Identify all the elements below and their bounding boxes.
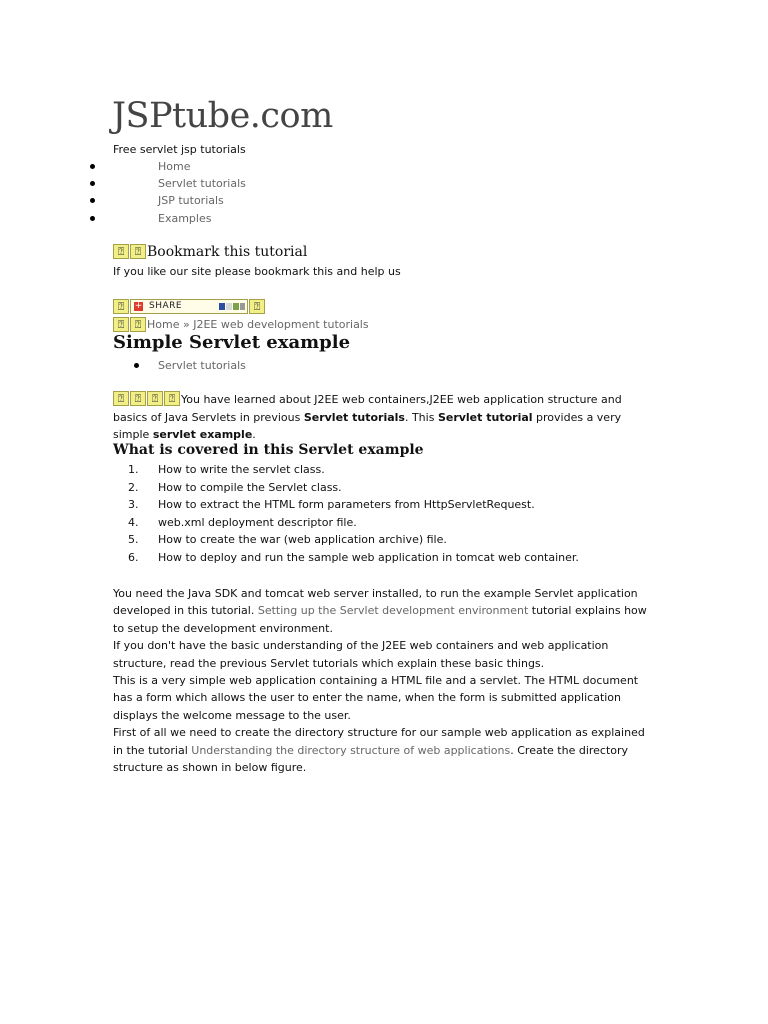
list-number: 1. xyxy=(128,463,139,476)
plus-icon: + xyxy=(134,301,143,311)
list-item xyxy=(128,531,447,548)
covered-heading: What is covered in this Servlet example xyxy=(113,442,424,458)
list-number: 2. xyxy=(128,481,139,494)
site-tagline: Free servlet jsp tutorials xyxy=(113,143,246,156)
category-link[interactable]: Servlet tutorials xyxy=(158,359,246,372)
broken-image-icon: ⍰ xyxy=(113,317,129,332)
nav-link-servlet-tutorials[interactable]: Servlet tutorials xyxy=(158,177,246,190)
broken-image-icon: ⍰ xyxy=(164,391,180,406)
bookmark-heading xyxy=(113,243,307,261)
article-body xyxy=(113,585,653,776)
broken-image-icon: ⍰ xyxy=(130,244,146,259)
list-text: web.xml deployment descriptor file. xyxy=(158,516,357,529)
delicious-icon xyxy=(219,303,225,310)
body-text: You need the Java SDK and tomcat web server installed, to run the example Servlet application developed in this tutorial. xyxy=(113,587,638,618)
nav-item-examples[interactable] xyxy=(90,210,290,227)
list-item xyxy=(128,549,579,566)
more-icon xyxy=(240,303,245,310)
intro-bold: Servlet tutorials xyxy=(303,410,405,424)
digg-icon xyxy=(226,303,232,310)
breadcrumb-separator: » xyxy=(182,318,190,331)
list-number: 3. xyxy=(128,498,139,511)
intro-paragraph xyxy=(113,391,653,444)
bullet-icon xyxy=(90,181,95,186)
list-item xyxy=(128,479,342,496)
broken-image-icon: ⍰ xyxy=(113,299,129,314)
bookmark-text: If you like our site please bookmark this and help us xyxy=(113,265,401,278)
body-paragraph xyxy=(113,724,653,776)
list-number: 4. xyxy=(128,516,139,529)
nav-item-home[interactable] xyxy=(90,158,290,175)
nav-link-examples[interactable]: Examples xyxy=(158,212,212,225)
bullet-icon xyxy=(90,164,95,169)
bookmark-service-icon xyxy=(233,303,239,310)
body-paragraph: If you don't have the basic understanding of the J2EE web containers and web application structure, read the previous Servlet tutorials which explain these basic things. xyxy=(113,639,609,670)
broken-image-icon: ⍰ xyxy=(130,317,146,332)
list-number: 6. xyxy=(128,551,139,564)
share-label: SHARE xyxy=(149,301,183,311)
body-paragraph: This is a very simple web application containing a HTML file and a servlet. The HTML document has a form which allows the user to enter the name, when the form is submitted application displays the welcome message to the user. xyxy=(113,674,639,722)
list-text: How to write the servlet class. xyxy=(158,463,325,476)
list-item xyxy=(128,496,535,513)
body-text: tutorial explains how to setup the development environment. xyxy=(113,604,647,635)
list-text: How to deploy and run the sample web application in tomcat web container. xyxy=(158,551,579,564)
intro-text: You have learned about J2EE web containers,J2EE web application structure and basics of Java Servlets in previous xyxy=(113,393,622,424)
body-text: First of all we need to create the directory structure for our sample web application as explained in the tutorial xyxy=(113,726,645,757)
nav-item-servlet-tutorials[interactable] xyxy=(90,175,290,192)
article-title: Simple Servlet example xyxy=(113,332,351,353)
list-number: 5. xyxy=(128,533,139,546)
bullet-icon xyxy=(90,198,95,203)
broken-image-icon: ⍰ xyxy=(147,391,163,406)
broken-image-icon: ⍰ xyxy=(130,391,146,406)
intro-text: . xyxy=(252,428,256,441)
share-button[interactable] xyxy=(130,299,248,314)
bullet-icon xyxy=(90,216,95,221)
body-paragraph xyxy=(113,585,653,637)
list-item xyxy=(128,461,325,478)
list-text: How to extract the HTML form parameters from HttpServletRequest. xyxy=(158,498,535,511)
broken-image-icon: ⍰ xyxy=(113,391,129,406)
setup-environment-link[interactable]: Setting up the Servlet development environment xyxy=(257,604,529,618)
directory-structure-link[interactable]: Understanding the directory structure of web applications xyxy=(191,743,511,757)
list-item xyxy=(128,514,357,531)
nav-link-jsp-tutorials[interactable]: JSP tutorials xyxy=(158,194,224,207)
intro-bold: servlet example xyxy=(152,428,253,441)
intro-bold: Servlet tutorial xyxy=(437,410,533,424)
body-text: . Create the directory structure as shown in below figure. xyxy=(113,743,629,775)
share-bar xyxy=(113,299,266,315)
intro-text: provides a very simple xyxy=(113,410,622,441)
bullet-icon xyxy=(134,363,139,368)
intro-text: . This xyxy=(404,410,438,424)
breadcrumb-home[interactable]: Home xyxy=(147,318,180,331)
nav-link-home[interactable]: Home xyxy=(158,160,191,173)
broken-image-icon: ⍰ xyxy=(249,299,265,314)
list-text: How to compile the Servlet class. xyxy=(158,481,342,494)
nav-item-jsp-tutorials[interactable] xyxy=(90,192,290,209)
broken-image-icon: ⍰ xyxy=(113,244,129,259)
list-text: How to create the war (web application archive) file. xyxy=(158,533,447,546)
breadcrumb-current[interactable]: J2EE web development tutorials xyxy=(193,318,369,331)
site-title[interactable]: JSPtube.com xyxy=(112,96,333,136)
bookmark-heading-text: Bookmark this tutorial xyxy=(147,244,308,260)
